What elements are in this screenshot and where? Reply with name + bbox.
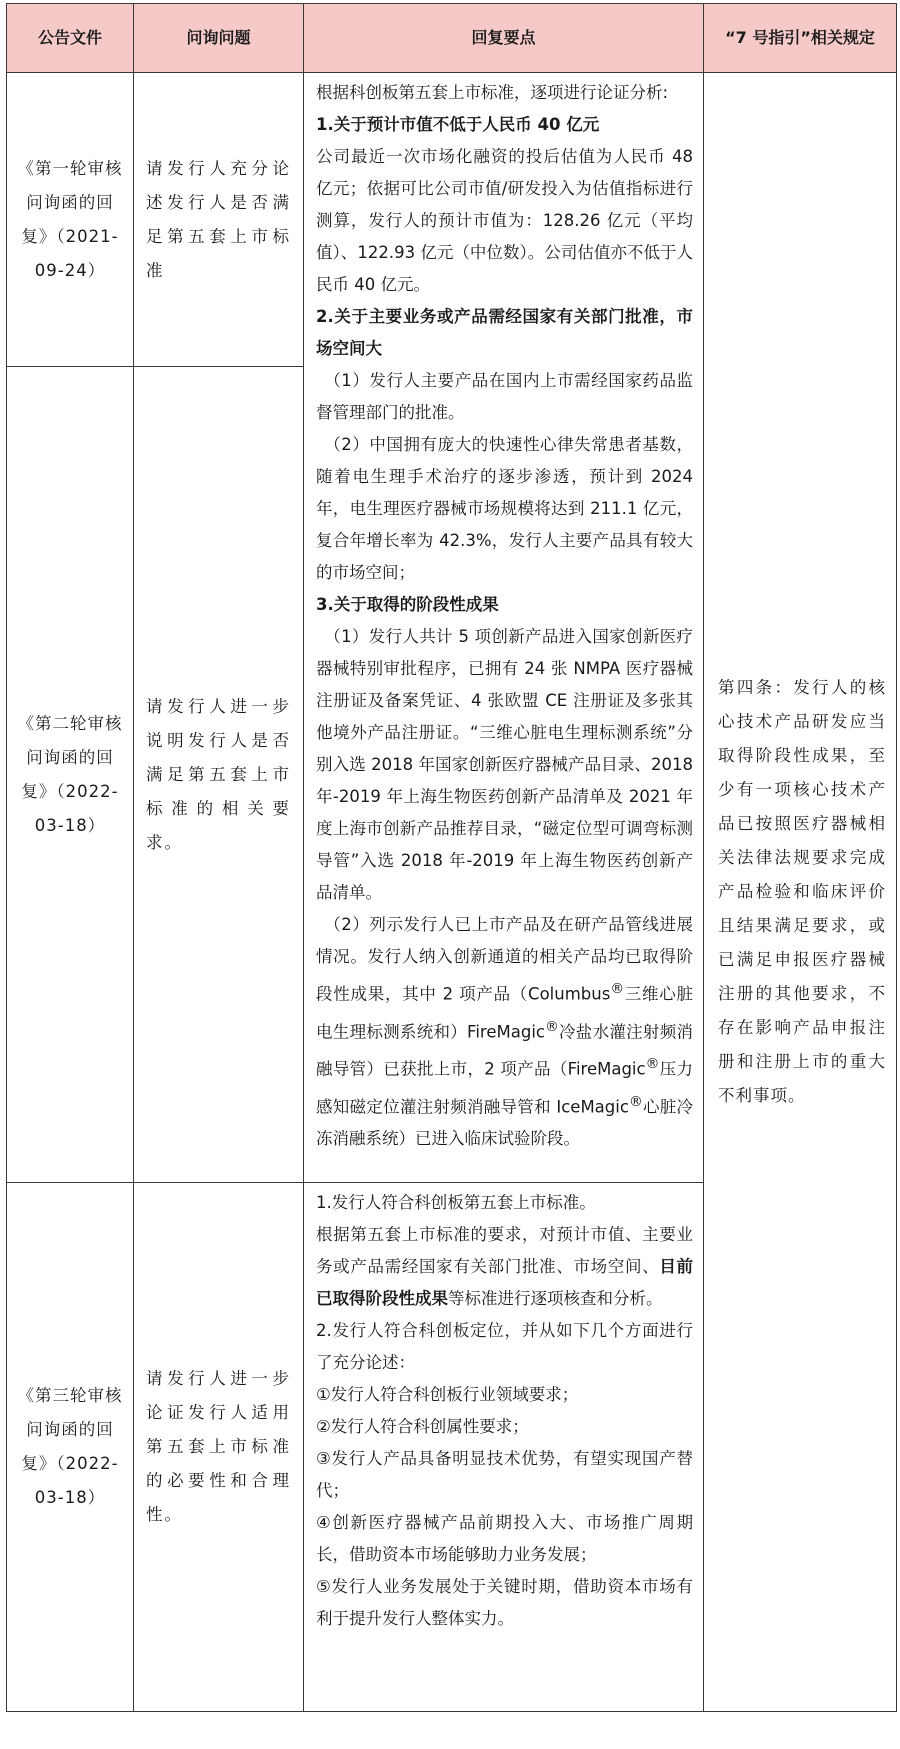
reply-intro: 根据科创板第五套上市标准，逐项进行论证分析:	[316, 83, 669, 102]
reply3-line-2	[316, 1219, 693, 1315]
reply3-line-2b: 目前已取得阶段性成果	[316, 1257, 694, 1308]
p3b-end: 心脏冷冻消融系统）已进入临床试验阶段。	[316, 1097, 694, 1148]
question-cell-round-3: 请发行人进一步论证发行人适用第五套上市标准的必要性和合理性。	[134, 1183, 304, 1712]
reply-paragraph-2b: （2）中国拥有庞大的快速性心律失常患者基数，随着电生理手术治疗的逐步渗透，预计到 2024 年，电生理医疗器械市场规模将达到 211.1 亿元，复合年增长率为 42.3%，发行人主要产品具有较大的市场空间；	[316, 435, 693, 582]
table-row	[7, 73, 897, 367]
reply-paragraph-3a: （1）发行人共计 5 项创新产品进入国家创新医疗器械特别审批程序，已拥有 24 张 NMPA 医疗器械注册证及备案凭证、4 张欧盟 CE 注册证及多张其他境外产品注册证。“三维心脏电生理标测系统”分别入选 2018 年国家创新医疗器械产品目录、2018 年-2019 年上海生物医药创新产品清单及 2021 年度上海市创新产品推荐目录，“磁定位型可调弯标测导管”入选 2018 年-2019 年上海生物医药创新产品清单。	[316, 627, 693, 902]
reply-heading-2: 2.关于主要业务或产品需经国家有关部门批准，市场空间大	[316, 307, 693, 358]
registered-mark: ®	[610, 981, 625, 997]
reply-paragraph-2a: （1）发行人主要产品在国内上市需经国家药品监督管理部门的批准。	[316, 371, 693, 422]
rule-cell: 第四条：发行人的核心技术产品研发应当取得阶段性成果，至少有一项核心技术产品已按照医疗器械相关法律法规要求完成产品检验和临床评价且结果满足要求，或已满足申报医疗器械注册的其他要求，不存在影响产品申报注册和注册上市的重大不利事项。	[704, 73, 897, 1712]
doc-cell-round-1: 《第一轮审核问询函的回复》（2021-09-24）	[7, 73, 134, 367]
inquiry-table	[6, 3, 897, 1712]
reply-paragraph-3b	[316, 909, 693, 1155]
reply3-item-5: ⑤发行人业务发展处于关键时期，借助资本市场有利于提升发行人整体实力。	[316, 1577, 693, 1628]
question-cell-round-1: 请发行人充分论述发行人是否满足第五套上市标准	[134, 73, 304, 367]
doc-cell-round-3: 《第三轮审核问询函的回复》（2022-03-18）	[7, 1183, 134, 1712]
table-header-row	[7, 4, 897, 73]
reply3-line-2a: 根据第五套上市标准的要求，对预计市值、主要业务或产品需经国家有关部门批准、市场空间、	[316, 1225, 693, 1276]
header-question: 问询问题	[134, 4, 304, 73]
doc-cell-round-2: 《第二轮审核问询函的回复》（2022-03-18）	[7, 367, 134, 1183]
registered-mark: ®	[544, 1018, 559, 1035]
reply-cell-round-3	[304, 1183, 704, 1712]
reply-cell-round-1-2	[304, 73, 704, 1183]
reply3-line-3: 2.发行人符合科创板定位，并从如下几个方面进行了充分论述：	[316, 1321, 693, 1372]
reply3-line-2c: 等标准进行逐项核查和分析。	[448, 1289, 663, 1308]
reply3-item-4: ④创新医疗器械产品前期投入大、市场推广周期长，借助资本市场能够助力业务发展；	[316, 1513, 693, 1564]
p3b-mid1: 三维心脏电生理标测系统和）FireMagic	[316, 984, 694, 1041]
question-cell-round-2: 请发行人进一步说明发行人是否满足第五套上市标准的相关要求。	[134, 367, 304, 1183]
reply3-item-1: ①发行人符合科创板行业领域要求；	[316, 1385, 579, 1404]
reply-heading-1: 1.关于预计市值不低于人民币 40 亿元	[316, 115, 600, 134]
p3b-start: （2）列示发行人已上市产品及在研产品管线进展情况。发行人纳入创新通道的相关产品均已取得阶段性成果，其中 2 项产品（Columbus	[316, 915, 693, 1004]
reply3-item-2: ②发行人符合科创属性要求；	[316, 1417, 529, 1436]
reply3-item-3: ③发行人产品具备明显技术优势，有望实现国产替代；	[316, 1449, 693, 1500]
reply3-line-1: 1.发行人符合科创板第五套上市标准。	[316, 1193, 596, 1212]
header-rule: “7 号指引”相关规定	[704, 4, 897, 73]
header-reply: 回复要点	[304, 4, 704, 73]
registered-mark: ®	[628, 1093, 643, 1110]
reply-paragraph-1: 公司最近一次市场化融资的投后估值为人民币 48 亿元；依据可比公司市值/研发投入为估值指标进行测算，发行人的预计市值为：128.26 亿元（平均值）、122.93 亿元（中位数）。公司估值亦不低于人民币 40 亿元。	[316, 147, 693, 294]
registered-mark: ®	[645, 1056, 660, 1072]
p3b-mid3: 压力感知磁定位灌注射频消融导管和 IceMagic	[316, 1059, 693, 1116]
reply-heading-3: 3.关于取得的阶段性成果	[316, 595, 499, 614]
header-document: 公告文件	[7, 4, 134, 73]
p3b-mid2: 冷盐水灌注射频消融导管）已获批上市，2 项产品（FireMagic	[316, 1022, 693, 1079]
